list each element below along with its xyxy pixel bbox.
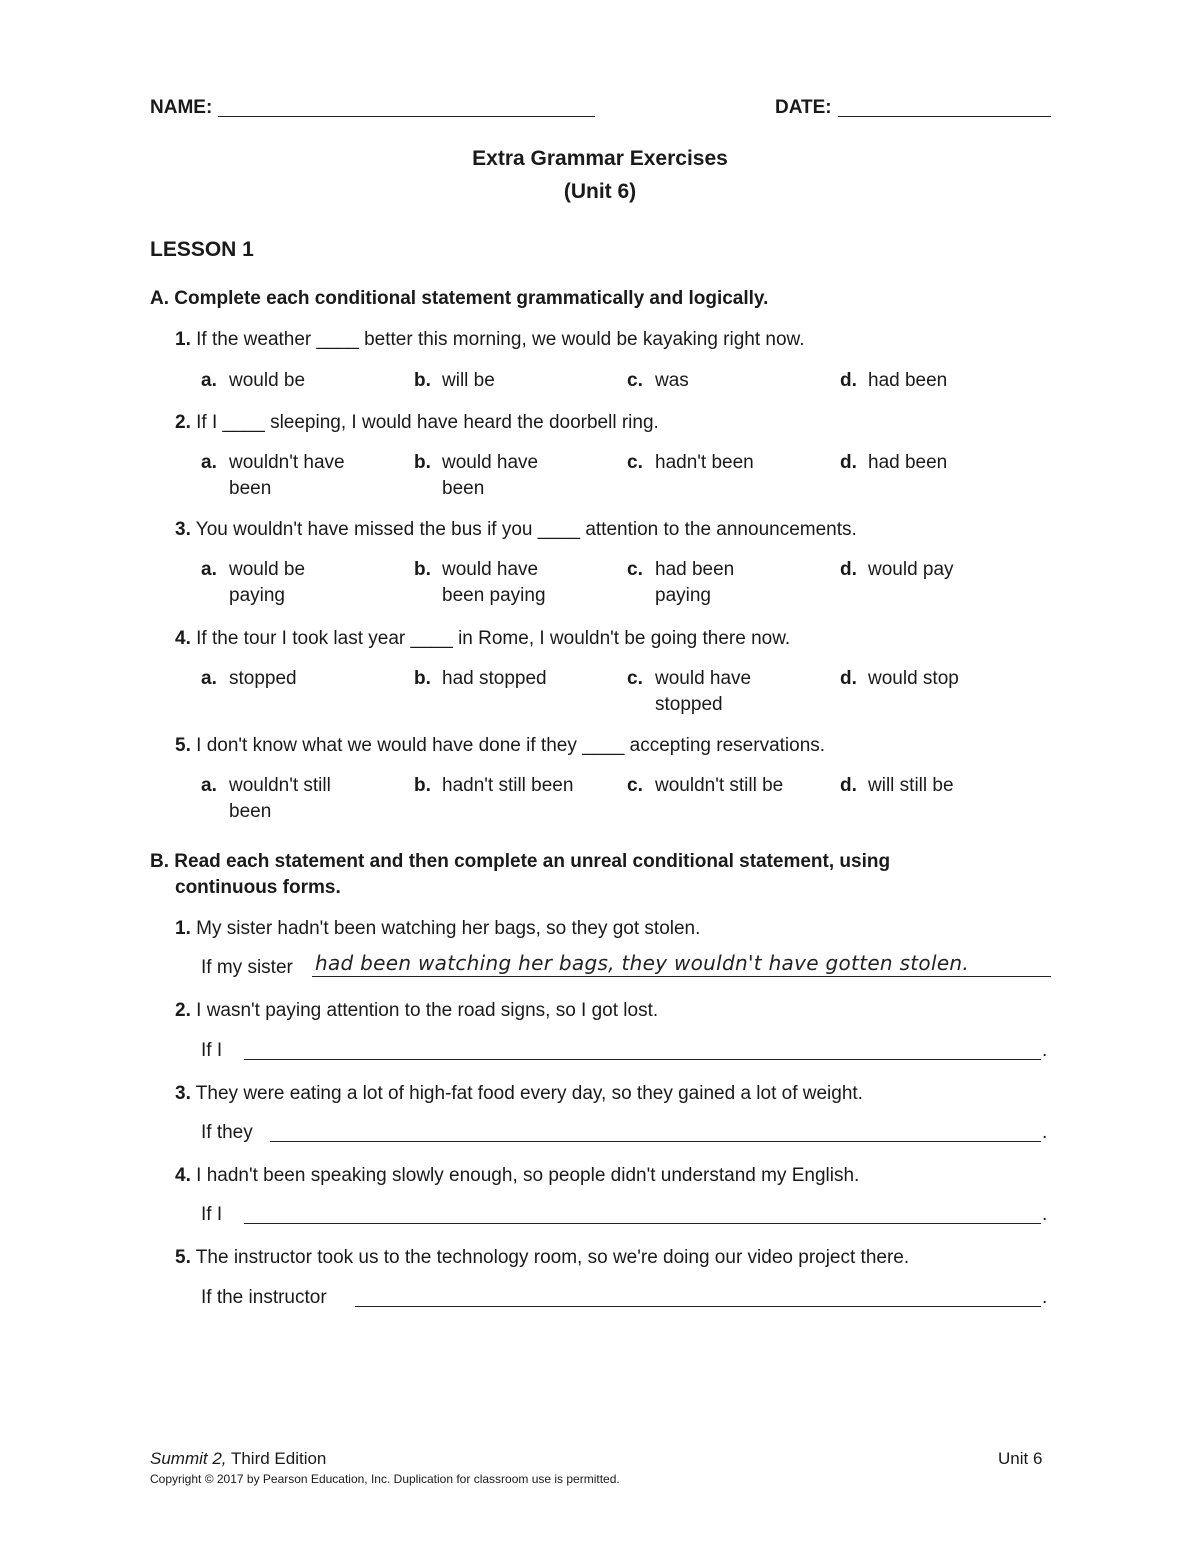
answer-line-b2[interactable]: [244, 1059, 1041, 1060]
question-number: 2.: [175, 412, 191, 433]
option-text: would be paying: [229, 559, 306, 606]
item-number: 2.: [175, 1000, 191, 1021]
period: .: [1042, 1122, 1048, 1143]
option-letter: c.: [627, 775, 643, 796]
period: .: [1042, 1040, 1048, 1061]
name-field[interactable]: [218, 116, 595, 117]
section-a-instruction: A. Complete each conditional statement grammatically and logically.: [150, 288, 769, 309]
page-title: Extra Grammar Exercises: [472, 147, 728, 170]
item-statement: The instructor took us to the technology room, so we're doing our video project there.: [195, 1247, 910, 1268]
option-letter: d.: [840, 668, 857, 689]
item-prompt: If the instructor: [201, 1287, 327, 1308]
question-a2: [175, 411, 659, 435]
option-letter: c.: [627, 668, 643, 689]
option-letter: b.: [414, 775, 431, 796]
option-text: stopped: [229, 668, 297, 689]
option-text: will be: [442, 370, 495, 391]
item-number: 3.: [175, 1083, 191, 1104]
option-text: would have been: [442, 452, 539, 499]
name-label: NAME:: [150, 97, 213, 118]
option-text: wouldn't still be: [655, 775, 784, 796]
book-title: Summit 2,: [150, 1449, 227, 1468]
option-text: would have stopped: [655, 668, 752, 715]
question-text: If I ____ sleeping, I would have heard the doorbell ring.: [196, 412, 659, 433]
option-text: will still be: [868, 775, 954, 796]
option-letter: b.: [414, 452, 431, 473]
question-text: I don't know what we would have done if they ____ accepting reservations.: [196, 735, 826, 756]
item-b4: [175, 1164, 859, 1188]
date-field[interactable]: [838, 116, 1051, 117]
option-text: hadn't been: [655, 452, 754, 473]
question-number: 3.: [175, 519, 191, 540]
option-text: had stopped: [442, 668, 547, 689]
copyright-notice: Copyright © 2017 by Pearson Education, Inc. Duplication for classroom use is permitted.: [150, 1472, 620, 1486]
option-text: had been: [868, 452, 948, 473]
option-text: wouldn't still been: [229, 775, 331, 822]
option-text: would stop: [868, 668, 959, 689]
question-a1: [175, 328, 805, 352]
answer-line-b5[interactable]: [355, 1306, 1041, 1307]
option-letter: d.: [840, 559, 857, 580]
option-letter: a.: [201, 370, 217, 391]
question-text: If the tour I took last year ____ in Rome, I wouldn't be going there now.: [196, 628, 791, 649]
item-prompt: If I: [201, 1204, 223, 1225]
item-prompt: If I: [201, 1040, 223, 1061]
option-text: was: [655, 370, 689, 391]
option-letter: d.: [840, 452, 857, 473]
answer-line-b3[interactable]: [270, 1141, 1041, 1142]
option-text: would have been paying: [442, 559, 546, 606]
option-letter: a.: [201, 775, 217, 796]
option-text: had been: [868, 370, 948, 391]
item-prompt: If my sister: [201, 957, 293, 978]
lesson-heading: LESSON 1: [150, 238, 254, 261]
item-b5: [175, 1246, 909, 1270]
item-statement: They were eating a lot of high-fat food every day, so they gained a lot of weight.: [195, 1083, 863, 1104]
item-prompt: If they: [201, 1122, 253, 1143]
item-b2: [175, 999, 658, 1023]
footer-unit: Unit 6: [998, 1449, 1043, 1468]
option-letter: c.: [627, 370, 643, 391]
item-b3: [175, 1082, 863, 1106]
option-text: would be: [229, 370, 306, 391]
question-text: You wouldn't have missed the bus if you ____ attention to the announcements.: [195, 519, 857, 540]
item-statement: I wasn't paying attention to the road signs, so I got lost.: [196, 1000, 659, 1021]
option-letter: d.: [840, 775, 857, 796]
option-letter: a.: [201, 668, 217, 689]
option-letter: a.: [201, 559, 217, 580]
option-text: hadn't still been: [442, 775, 574, 796]
option-letter: c.: [627, 452, 643, 473]
item-number: 1.: [175, 918, 191, 939]
item-number: 5.: [175, 1247, 191, 1268]
period: .: [1042, 1287, 1048, 1308]
option-text: had been paying: [655, 559, 735, 606]
date-label: DATE:: [775, 97, 832, 118]
page-subtitle: (Unit 6): [563, 180, 637, 203]
option-letter: a.: [201, 452, 217, 473]
section-b-instruction: [150, 849, 890, 901]
footer-book: [150, 1449, 326, 1469]
option-letter: b.: [414, 370, 431, 391]
option-text: wouldn't have been: [229, 452, 345, 499]
question-a4: [175, 627, 790, 651]
option-text: would pay: [868, 559, 954, 580]
option-letter: d.: [840, 370, 857, 391]
section-b-instruction-line2: continuous forms.: [175, 877, 341, 898]
item-b1: [175, 917, 700, 941]
item-number: 4.: [175, 1165, 191, 1186]
answer-line-b1[interactable]: [312, 976, 1051, 977]
question-a3: [175, 518, 857, 542]
question-number: 5.: [175, 735, 191, 756]
answer-line-b4[interactable]: [244, 1223, 1041, 1224]
item-statement: I hadn't been speaking slowly enough, so people didn't understand my English.: [196, 1165, 860, 1186]
book-edition: Third Edition: [226, 1449, 327, 1468]
question-number: 1.: [175, 329, 191, 350]
handwritten-answer: had been watching her bags, they wouldn't have gotten stolen.: [315, 951, 970, 975]
question-text: If the weather ____ better this morning, we would be kayaking right now.: [196, 329, 805, 350]
question-a5: [175, 734, 825, 758]
option-letter: b.: [414, 668, 431, 689]
question-number: 4.: [175, 628, 191, 649]
option-letter: b.: [414, 559, 431, 580]
item-statement: My sister hadn't been watching her bags, so they got stolen.: [196, 918, 701, 939]
period: .: [1042, 1204, 1048, 1225]
section-b-instruction-line1: B. Read each statement and then complete an unreal conditional statement, using: [150, 851, 891, 872]
option-letter: c.: [627, 559, 643, 580]
